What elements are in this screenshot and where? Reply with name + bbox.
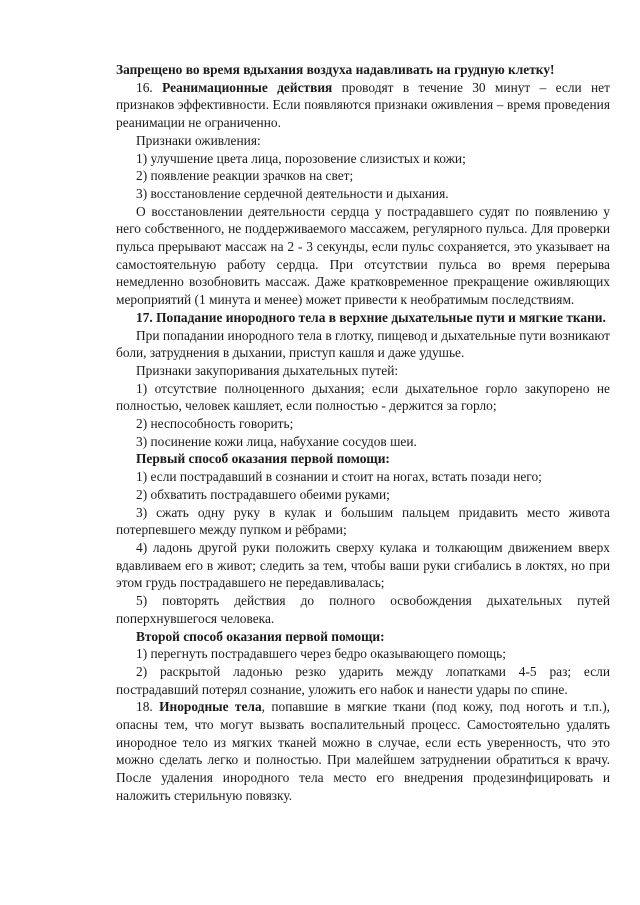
first-method-step-3: 3) сжать одну руку в кулак и большим пальцем придавить место живота потерпевшего между пупком и рёбрами; [116,504,610,538]
second-method-step-1: 1) перегнуть пострадавшего через бедро оказывающего помощь; [136,646,507,662]
section-16-paragraph [116,79,610,132]
first-method-step-1: 1) если пострадавший в сознании и стоит на ногах, встать позади него; [136,469,542,485]
second-method-heading: Второй способ оказания первой помощи: [136,628,385,644]
section-18-heading: Инородные тела [159,699,262,715]
airway-signs-heading: Признаки закупоривания дыхательных путей: [136,362,399,378]
section-18-paragraph [116,698,610,804]
first-method-step-4: 4) ладонь другой руки положить сверху кулака и толкающим движением вверх вдавливаем его в живот; следить за тем, чтобы ваши руки сгибались в локтях, но при этом грудь пострадавшего не передавливалась; [116,539,610,591]
heart-recovery-paragraph: О восстановлении деятельности сердца у пострадавшего судят по появлению у него собственного, не поддерживаемого массажем, регулярного пульса. Для проверки пульса прерывают массаж на 2 - 3 секунды, если пульс сохраняется, это указывает на самостоятельную работу сердца. При отсутствии пульса во время перерыва немедленно возобновить массаж. Даже кратковременное прекращение оживляющих мероприятий (1 минута и менее) может привести к необратимым последствиям. [116,203,610,308]
revival-sign-2: 2) появление реакции зрачков на свет; [136,168,354,184]
first-method-heading: Первый способ оказания первой помощи: [136,451,390,467]
airway-sign-3: 3) посинение кожи лица, набухание сосудов шеи. [136,433,417,449]
revival-signs-heading: Признаки оживления: [136,132,261,148]
second-method-step-2: 2) раскрытой ладонью резко ударить между лопатками 4-5 раз; если пострадавший потерял сознание, уложить его набок и нанести удары по спине. [116,663,610,697]
section-17-heading: 17. Попадание инородного тела в верхние дыхательные пути и мягкие ткани. [136,309,606,325]
revival-sign-3: 3) восстановление сердечной деятельности и дыхания. [136,185,449,201]
section-18-text: , попавшие в мягкие ткани (под кожу, под ноготь и т.п.), опасны тем, что могут вызвать воспалительный процесс. Самостоятельно удалять инородное тело из мягких тканей можно в случае, если есть уверенность, что это можно сделать легко и полностью. При малейшем затруднении обратиться к врачу. После удаления инородного тела место его внедрения продезинфицировать и наложить стерильную повязку. [116,699,610,803]
airway-sign-1: 1) отсутствие полноценного дыхания; если дыхательное горло закупорено не полностью, человек кашляет, если полностью - держится за горло; [116,380,610,414]
foreign-body-paragraph: При попадании инородного тела в глотку, пищевод и дыхательные пути возникают боли, затруднения в дыхании, приступ кашля и даже удушье. [116,327,610,361]
section-18-number: 18. [136,699,160,715]
section-16-number: 16. [136,79,163,95]
warning-paragraph: Запрещено во время вдыхания воздуха надавливать на грудную клетку! [116,62,555,77]
first-method-step-2: 2) обхватить пострадавшего обеими руками; [136,486,390,502]
first-method-step-5: 5) повторять действия до полного освобождения дыхательных путей поперхнувшегося человека. [116,593,610,626]
airway-sign-2: 2) неспособность говорить; [136,416,294,432]
section-16-text: проводят в течение 30 минут – если нет признаков эффективности. Если появляются признаки оживления – время проведения реанимации не ограниченно. [116,79,610,131]
document-text [116,61,610,805]
revival-sign-1: 1) улучшение цвета лица, порозовение слизистых и кожи; [136,150,466,166]
section-16-heading: Реанимационные действия [162,79,333,95]
